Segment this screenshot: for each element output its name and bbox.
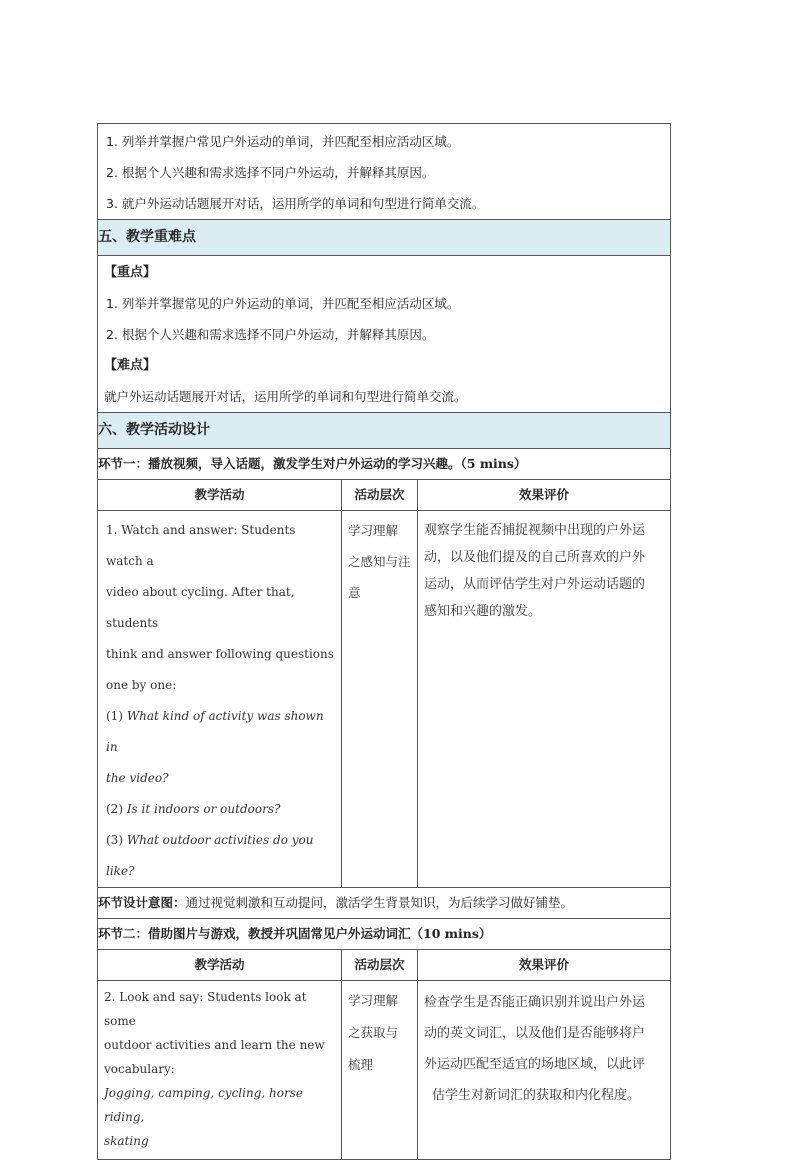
step2-level-cell bbox=[342, 981, 418, 1160]
step2-activity-cell bbox=[98, 981, 342, 1160]
step1-activity-line: 1. Watch and answer: Students watch a bbox=[106, 523, 296, 568]
objective-3: 3. 就户外运动话题展开对话，运用所学的单词和句型进行简单交流。 bbox=[106, 196, 485, 211]
difficult-points-label: 【难点】 bbox=[104, 358, 157, 373]
step2-evaluation-line: 检查学生是否能正确识别并说出户外运 bbox=[424, 995, 646, 1010]
step1-title bbox=[98, 449, 671, 480]
step1-level-line: 学习理解 bbox=[348, 523, 399, 538]
section6-heading: 六、教学活动设计 bbox=[98, 413, 671, 449]
purpose-text: 通过视觉刺激和互动提问，激活学生背景知识，为后续学习做好铺垫。 bbox=[185, 895, 574, 910]
header-activity: 教学活动 bbox=[98, 950, 342, 981]
step2-activity-line: vocabulary: bbox=[104, 1062, 175, 1076]
section5-heading: 五、教学重难点 bbox=[98, 220, 671, 256]
step2-evaluation-line: 外运动匹配至适宜的场地区域，以此评 bbox=[424, 1057, 646, 1072]
section5-content bbox=[98, 256, 671, 413]
step2-level-line: 学习理解 bbox=[348, 993, 399, 1008]
step2-level-line: 梳理 bbox=[348, 1057, 374, 1072]
lesson-plan-page bbox=[97, 123, 670, 1160]
objective-2: 2. 根据个人兴趣和需求选择不同户外运动，并解释其原因。 bbox=[106, 165, 435, 180]
step1-level-line: 之感知与注 bbox=[348, 554, 411, 569]
header-evaluation: 效果评价 bbox=[418, 480, 671, 511]
question-1: (1) What kind of activity was shown in bbox=[106, 709, 324, 754]
step1-evaluation-line: 感知和兴趣的激发。 bbox=[424, 604, 542, 619]
header-level: 活动层次 bbox=[342, 950, 418, 981]
objectives-cell bbox=[98, 124, 671, 220]
step2-activity-line: 2. Look and say: Students look at some bbox=[104, 990, 307, 1028]
step1-evaluation-line: 观察学生能否捕捉视频中出现的户外运 bbox=[424, 523, 646, 538]
step2-activity-line: outdoor activities and learn the new bbox=[104, 1038, 325, 1052]
step1-activity-line: think and answer following questions bbox=[106, 647, 334, 661]
lesson-plan-table bbox=[97, 123, 671, 1160]
step1-level-line: 意 bbox=[348, 585, 361, 600]
step1-purpose bbox=[98, 888, 671, 919]
question-1-cont: the video? bbox=[106, 771, 169, 785]
purpose-label: 环节设计意图： bbox=[98, 895, 186, 910]
step1-activity-cell bbox=[98, 511, 342, 888]
step1-evaluation-line: 动，以及他们提及的自己所喜欢的户外 bbox=[424, 550, 646, 565]
step1-evaluation-cell bbox=[418, 511, 671, 888]
key-point-1: 1. 列举并掌握常见的户外运动的单词，并匹配至相应活动区域。 bbox=[106, 296, 460, 311]
step1-activity-line: video about cycling. After that, students bbox=[106, 585, 295, 630]
vocab-line: skating bbox=[104, 1134, 149, 1148]
key-points-label: 【重点】 bbox=[104, 265, 157, 280]
step2-title bbox=[98, 919, 671, 950]
step1-title-text: 环节一：播放视频，导入话题，激发学生对户外运动的学习兴趣。 bbox=[98, 456, 461, 471]
step1-time: （5 mins） bbox=[460, 456, 527, 471]
header-evaluation: 效果评价 bbox=[418, 950, 671, 981]
step1-level-cell bbox=[342, 511, 418, 888]
step2-title-text: 环节二：借助图片与游戏，教授并巩固常见户外运动词汇 bbox=[98, 926, 411, 941]
step1-evaluation-line: 运动，从而评估学生对户外运动话题的 bbox=[424, 577, 646, 592]
question-3: (3) What outdoor activities do you like? bbox=[106, 833, 314, 878]
vocab-line: Jogging, camping, cycling, horse riding, bbox=[104, 1086, 303, 1124]
key-point-2: 2. 根据个人兴趣和需求选择不同户外运动，并解释其原因。 bbox=[106, 327, 435, 342]
question-2: (2) Is it indoors or outdoors? bbox=[106, 802, 281, 816]
step2-time: （10 mins） bbox=[410, 926, 492, 941]
step2-level-line: 之获取与 bbox=[348, 1025, 399, 1040]
step2-evaluation-line: 估学生对新词汇的获取和内化程度。 bbox=[432, 1088, 641, 1103]
difficult-point: 就户外运动话题展开对话，运用所学的单词和句型进行简单交流。 bbox=[104, 389, 467, 404]
step1-activity-line: one by one: bbox=[106, 678, 177, 692]
step2-evaluation-cell bbox=[418, 981, 671, 1160]
objective-1: 1. 列举并掌握户常见户外运动的单词，并匹配至相应活动区域。 bbox=[106, 134, 460, 149]
step2-evaluation-line: 动的英文词汇，以及他们是否能够将户 bbox=[424, 1026, 646, 1041]
header-level: 活动层次 bbox=[342, 480, 418, 511]
header-activity: 教学活动 bbox=[98, 480, 342, 511]
